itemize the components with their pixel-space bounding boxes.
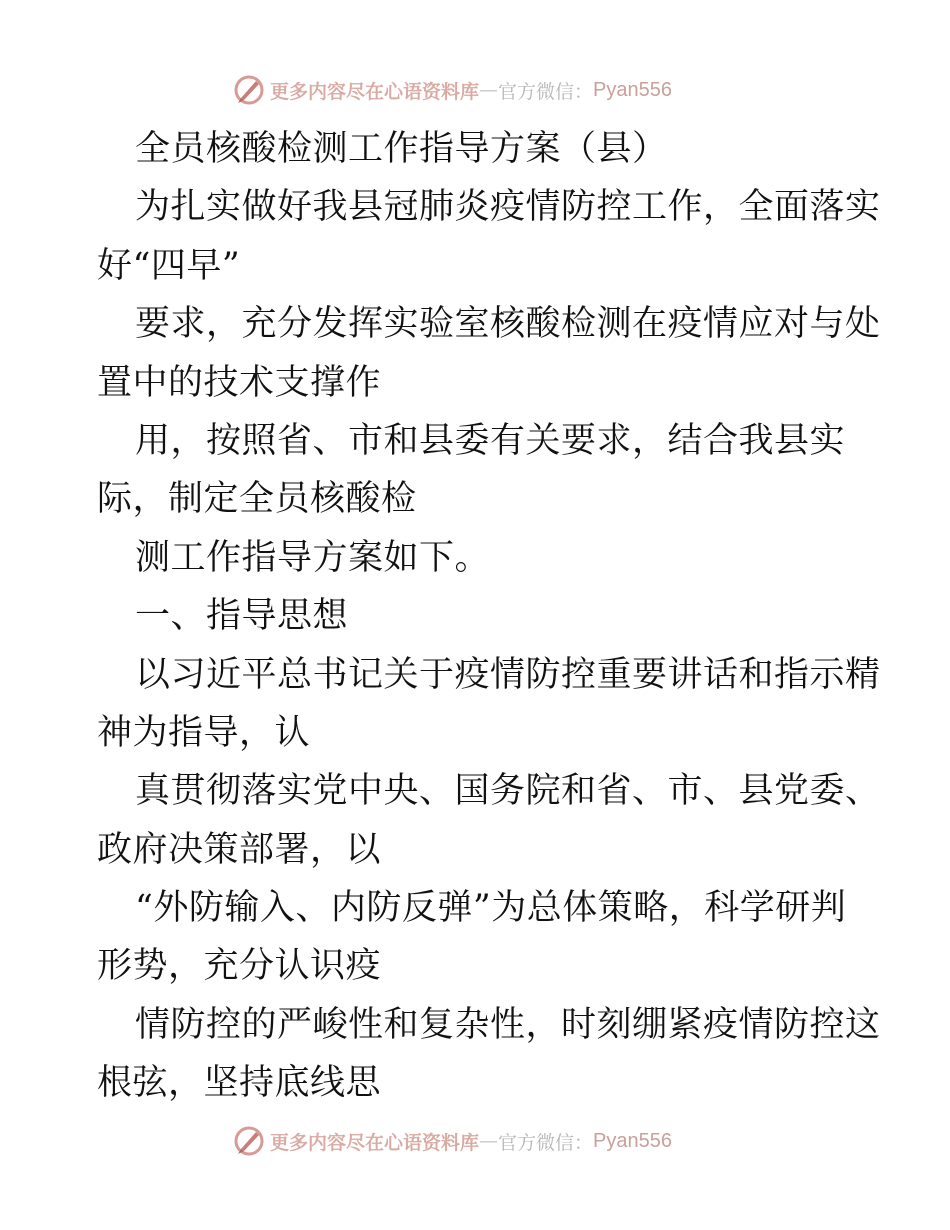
text-line: 情防控的严峻性和复杂性，时刻绷紧疫情防控这 — [135, 1004, 881, 1045]
quill-pen-logo-icon — [232, 1124, 266, 1158]
watermark-main-text: 更多内容尽在心语资料库 — [270, 1131, 480, 1154]
text-line: 为扎实做好我县冠肺炎疫情防控工作，全面落实 — [135, 187, 881, 228]
header-watermark — [232, 73, 752, 107]
document-title: 全员核酸检测工作指导方案（县） — [135, 129, 668, 169]
text-line: 置中的技术支撑作 — [97, 362, 382, 403]
text-line: 根弦，坚持底线思 — [97, 1063, 382, 1104]
text-line: 际，制定全员核酸检 — [97, 479, 417, 520]
section-heading: 一、指导思想 — [135, 596, 349, 637]
footer-watermark — [232, 1124, 752, 1158]
text-line: 形势，充分认识疫 — [97, 946, 382, 987]
watermark-wechat-label: 官方微信： — [498, 80, 594, 103]
watermark-separator: — — [479, 1130, 499, 1152]
watermark-main-text: 更多内容尽在心语资料库 — [270, 80, 480, 103]
quill-pen-logo-icon — [232, 73, 266, 107]
text-line: 以习近平总书记关于疫情防控重要讲话和指示精 — [135, 654, 881, 695]
watermark-separator: — — [479, 79, 499, 101]
text-line: 用，按照省、市和县委有关要求，结合我县实 — [135, 420, 846, 461]
text-line: 政府决策部署，以 — [97, 829, 382, 870]
document-body — [97, 120, 881, 1113]
watermark-wechat-label: 官方微信： — [498, 1131, 594, 1154]
text-line: “外防输入、内防反弹”为总体策略，科学研判 — [135, 888, 847, 929]
text-line: 测工作指导方案如下。 — [135, 537, 491, 578]
text-line: 要求，充分发挥实验室核酸检测在疫情应对与处 — [135, 304, 881, 345]
watermark-wechat-id: Pyan556 — [593, 78, 672, 101]
text-line: 真贯彻落实党中央、国务院和省、市、县党委、 — [135, 771, 881, 812]
watermark-wechat-id: Pyan556 — [593, 1129, 672, 1152]
text-line: 神为指导，认 — [97, 712, 311, 753]
text-line: 好“四早” — [97, 245, 241, 286]
